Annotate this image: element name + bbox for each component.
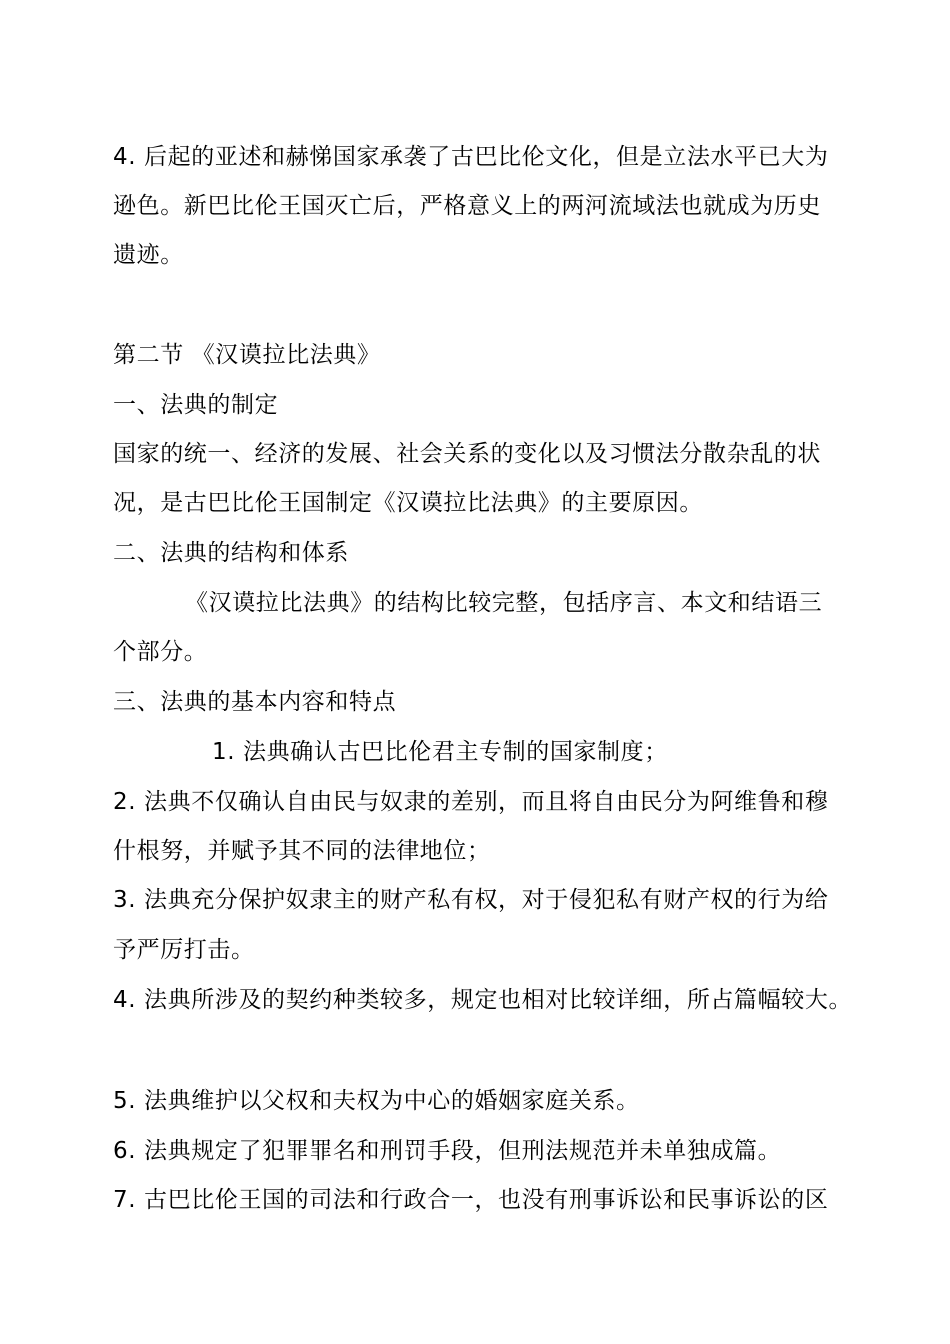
list-item: 4. 法典所涉及的契约种类较多，规定也相对比较详细，所占篇幅较大。 xyxy=(113,987,853,1013)
section-heading: 第二节 《汉谟拉比法典》 xyxy=(113,342,381,368)
paragraph-line: 《汉谟拉比法典》的结构比较完整，包括序言、本文和结语三 xyxy=(185,590,823,616)
list-item-continued: 什根努，并赋予其不同的法律地位； xyxy=(113,838,491,864)
list-item: 6. 法典规定了犯罪罪名和刑罚手段，但刑法规范并未单独成篇。 xyxy=(113,1138,782,1164)
paragraph-line: 况，是古巴比伦王国制定《汉谟拉比法典》的主要原因。 xyxy=(113,490,703,516)
list-item-continued: 予严厉打击。 xyxy=(113,937,255,963)
list-item: 2. 法典不仅确认自由民与奴隶的差别，而且将自由民分为阿维鲁和穆 xyxy=(113,789,829,815)
list-item: 3. 法典充分保护奴隶主的财产私有权，对于侵犯私有财产权的行为给 xyxy=(113,887,829,913)
subsection-heading: 一、法典的制定 xyxy=(113,392,279,418)
list-item: 1. 法典确认古巴比伦君主专制的国家制度； xyxy=(212,739,668,765)
paragraph-line: 国家的统一、经济的发展、社会关系的变化以及习惯法分散杂乱的状 xyxy=(113,441,821,467)
subsection-heading: 三、法典的基本内容和特点 xyxy=(113,689,397,715)
paragraph-line: 个部分。 xyxy=(113,639,208,665)
subsection-heading: 二、法典的结构和体系 xyxy=(113,540,349,566)
list-item: 7. 古巴比伦王国的司法和行政合一，也没有刑事诉讼和民事诉讼的区 xyxy=(113,1187,829,1213)
paragraph-line: 逊色。新巴比伦王国灭亡后，严格意义上的两河流域法也就成为历史 xyxy=(113,193,821,219)
paragraph-line: 遗迹。 xyxy=(113,242,184,268)
paragraph-line: 4. 后起的亚述和赫悌国家承袭了古巴比伦文化，但是立法水平已大为 xyxy=(113,144,829,170)
list-item: 5. 法典维护以父权和夫权为中心的婚姻家庭关系。 xyxy=(113,1088,640,1114)
